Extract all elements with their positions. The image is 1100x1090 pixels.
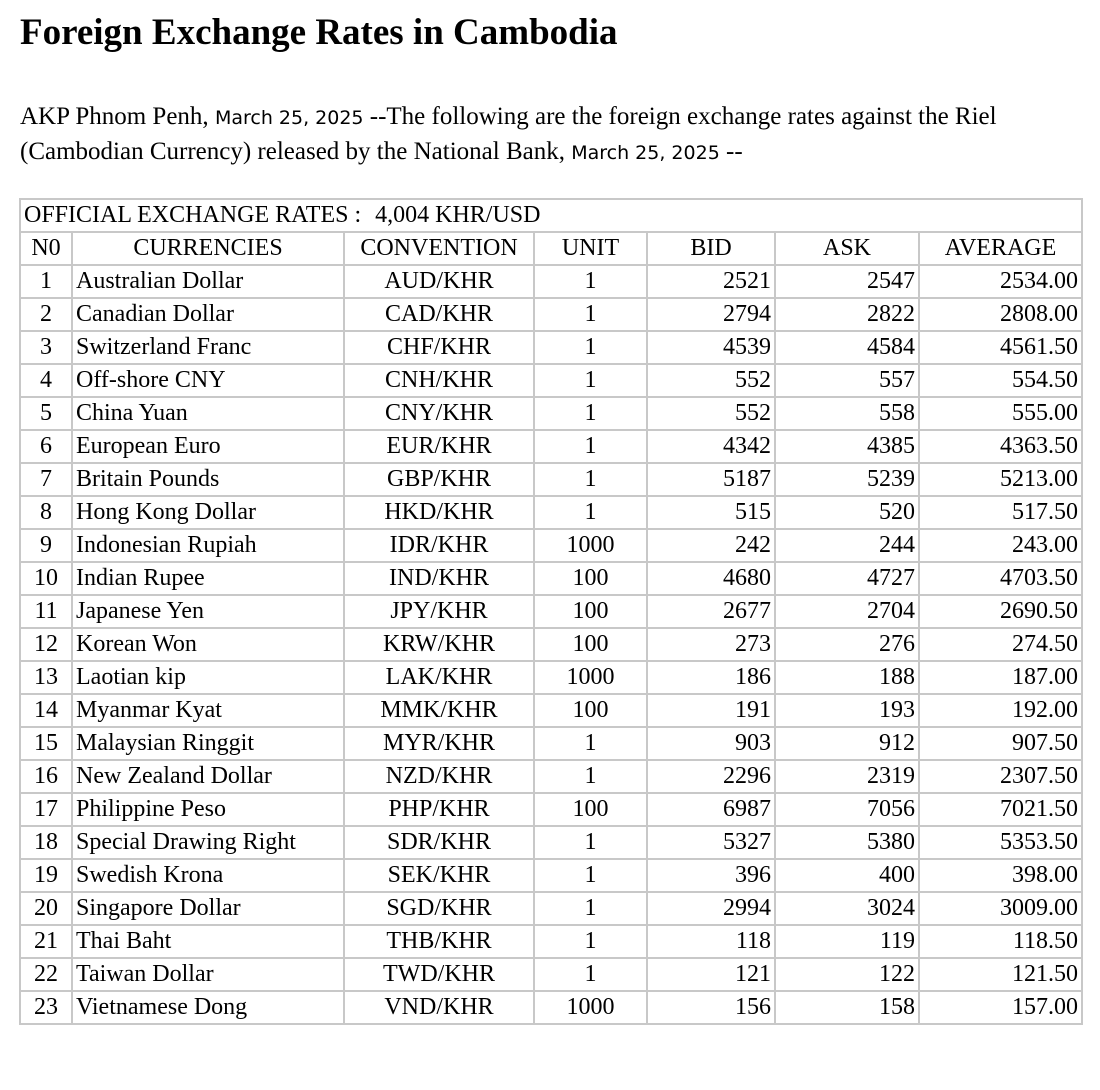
bid-rate: 186 <box>647 661 775 694</box>
currency-name: China Yuan <box>72 397 344 430</box>
bid-rate: 2794 <box>647 298 775 331</box>
bid-rate: 5327 <box>647 826 775 859</box>
average-rate: 4363.50 <box>919 430 1082 463</box>
average-rate: 3009.00 <box>919 892 1082 925</box>
ask-rate: 558 <box>775 397 919 430</box>
row-number: 5 <box>20 397 72 430</box>
currency-unit: 1 <box>534 727 647 760</box>
average-rate: 4561.50 <box>919 331 1082 364</box>
bid-rate: 552 <box>647 397 775 430</box>
currency-name: Laotian kip <box>72 661 344 694</box>
header-ask: ASK <box>775 232 919 265</box>
bid-rate: 2521 <box>647 265 775 298</box>
currency-unit: 1 <box>534 496 647 529</box>
currency-convention: CNY/KHR <box>344 397 534 430</box>
average-rate: 192.00 <box>919 694 1082 727</box>
ask-rate: 119 <box>775 925 919 958</box>
table-row <box>20 925 1082 958</box>
bid-rate: 515 <box>647 496 775 529</box>
table-row <box>20 892 1082 925</box>
average-rate: 2307.50 <box>919 760 1082 793</box>
intro-prefix: AKP Phnom Penh, <box>20 103 215 130</box>
currency-name: Singapore Dollar <box>72 892 344 925</box>
average-rate: 7021.50 <box>919 793 1082 826</box>
average-rate: 2690.50 <box>919 595 1082 628</box>
row-number: 17 <box>20 793 72 826</box>
ask-rate: 2319 <box>775 760 919 793</box>
ask-rate: 276 <box>775 628 919 661</box>
ask-rate: 2704 <box>775 595 919 628</box>
intro-suffix: -- <box>719 138 743 165</box>
ask-rate: 5380 <box>775 826 919 859</box>
table-row <box>20 793 1082 826</box>
average-rate: 118.50 <box>919 925 1082 958</box>
average-rate: 907.50 <box>919 727 1082 760</box>
average-rate: 121.50 <box>919 958 1082 991</box>
currency-convention: SDR/KHR <box>344 826 534 859</box>
currency-unit: 1 <box>534 859 647 892</box>
row-number: 14 <box>20 694 72 727</box>
currency-name: Indian Rupee <box>72 562 344 595</box>
header-row <box>20 232 1082 265</box>
official-rate-cell <box>20 199 1082 232</box>
bid-rate: 2677 <box>647 595 775 628</box>
row-number: 22 <box>20 958 72 991</box>
intro-date-2: March 25, 2025 <box>571 142 720 164</box>
ask-rate: 188 <box>775 661 919 694</box>
ask-rate: 3024 <box>775 892 919 925</box>
currency-name: European Euro <box>72 430 344 463</box>
ask-rate: 912 <box>775 727 919 760</box>
bid-rate: 2994 <box>647 892 775 925</box>
currency-name: Canadian Dollar <box>72 298 344 331</box>
table-row <box>20 859 1082 892</box>
rate-rows <box>20 265 1082 1024</box>
bid-rate: 903 <box>647 727 775 760</box>
row-number: 21 <box>20 925 72 958</box>
bid-rate: 121 <box>647 958 775 991</box>
currency-unit: 100 <box>534 562 647 595</box>
bid-rate: 4680 <box>647 562 775 595</box>
currency-unit: 1 <box>534 430 647 463</box>
table-row <box>20 727 1082 760</box>
intro-paragraph <box>20 100 1082 170</box>
currency-unit: 1 <box>534 331 647 364</box>
currency-name: Swedish Krona <box>72 859 344 892</box>
bid-rate: 273 <box>647 628 775 661</box>
average-rate: 157.00 <box>919 991 1082 1024</box>
currency-unit: 1 <box>534 892 647 925</box>
table-row <box>20 430 1082 463</box>
table-row <box>20 694 1082 727</box>
header-no: N0 <box>20 232 72 265</box>
ask-rate: 4385 <box>775 430 919 463</box>
currency-name: Myanmar Kyat <box>72 694 344 727</box>
ask-rate: 7056 <box>775 793 919 826</box>
ask-rate: 2822 <box>775 298 919 331</box>
average-rate: 4703.50 <box>919 562 1082 595</box>
table-row <box>20 595 1082 628</box>
currency-convention: JPY/KHR <box>344 595 534 628</box>
currency-name: Vietnamese Dong <box>72 991 344 1024</box>
currency-unit: 1 <box>534 826 647 859</box>
currency-convention: SEK/KHR <box>344 859 534 892</box>
table-row <box>20 397 1082 430</box>
intro-date: March 25, 2025 <box>214 107 364 129</box>
ask-rate: 520 <box>775 496 919 529</box>
currency-convention: TWD/KHR <box>344 958 534 991</box>
currency-convention: AUD/KHR <box>344 265 534 298</box>
currency-convention: GBP/KHR <box>344 463 534 496</box>
table-row <box>20 661 1082 694</box>
row-number: 9 <box>20 529 72 562</box>
row-number: 19 <box>20 859 72 892</box>
average-rate: 5213.00 <box>919 463 1082 496</box>
table-row <box>20 529 1082 562</box>
average-rate: 555.00 <box>919 397 1082 430</box>
bid-rate: 5187 <box>647 463 775 496</box>
bid-rate: 191 <box>647 694 775 727</box>
row-number: 8 <box>20 496 72 529</box>
bid-rate: 4539 <box>647 331 775 364</box>
currency-convention: CHF/KHR <box>344 331 534 364</box>
currency-unit: 1 <box>534 298 647 331</box>
table-row <box>20 958 1082 991</box>
ask-rate: 158 <box>775 991 919 1024</box>
currency-convention: MMK/KHR <box>344 694 534 727</box>
official-rate-row <box>20 199 1082 232</box>
table-row <box>20 265 1082 298</box>
currency-convention: IND/KHR <box>344 562 534 595</box>
currency-name: Korean Won <box>72 628 344 661</box>
currency-name: Thai Baht <box>72 925 344 958</box>
ask-rate: 4727 <box>775 562 919 595</box>
currency-unit: 1 <box>534 397 647 430</box>
currency-name: Hong Kong Dollar <box>72 496 344 529</box>
ask-rate: 244 <box>775 529 919 562</box>
currency-convention: KRW/KHR <box>344 628 534 661</box>
ask-rate: 400 <box>775 859 919 892</box>
row-number: 4 <box>20 364 72 397</box>
currency-name: Off-shore CNY <box>72 364 344 397</box>
row-number: 2 <box>20 298 72 331</box>
intro-middle: --The following are the foreign exchange rates against the Riel (Cambodian Currency) released by the National Bank, <box>20 103 997 165</box>
currency-convention: LAK/KHR <box>344 661 534 694</box>
ask-rate: 2547 <box>775 265 919 298</box>
currency-convention: HKD/KHR <box>344 496 534 529</box>
currency-convention: IDR/KHR <box>344 529 534 562</box>
ask-rate: 557 <box>775 364 919 397</box>
table-row <box>20 991 1082 1024</box>
currency-name: New Zealand Dollar <box>72 760 344 793</box>
currency-convention: THB/KHR <box>344 925 534 958</box>
currency-name: Japanese Yen <box>72 595 344 628</box>
currency-unit: 1 <box>534 265 647 298</box>
currency-unit: 1000 <box>534 661 647 694</box>
row-number: 3 <box>20 331 72 364</box>
currency-convention: NZD/KHR <box>344 760 534 793</box>
bid-rate: 118 <box>647 925 775 958</box>
currency-unit: 1 <box>534 463 647 496</box>
currency-name: Taiwan Dollar <box>72 958 344 991</box>
currency-unit: 1 <box>534 364 647 397</box>
ask-rate: 4584 <box>775 331 919 364</box>
currency-name: Switzerland Franc <box>72 331 344 364</box>
average-rate: 187.00 <box>919 661 1082 694</box>
currency-convention: CNH/KHR <box>344 364 534 397</box>
average-rate: 554.50 <box>919 364 1082 397</box>
average-rate: 243.00 <box>919 529 1082 562</box>
row-number: 1 <box>20 265 72 298</box>
table-row <box>20 463 1082 496</box>
page-title: Foreign Exchange Rates in Cambodia <box>20 12 618 53</box>
official-rate-label: OFFICIAL EXCHANGE RATES : <box>24 202 362 228</box>
row-number: 20 <box>20 892 72 925</box>
currency-unit: 100 <box>534 694 647 727</box>
row-number: 16 <box>20 760 72 793</box>
table-row <box>20 628 1082 661</box>
currency-convention: EUR/KHR <box>344 430 534 463</box>
official-rate-value: 4,004 KHR/USD <box>375 202 541 228</box>
currency-unit: 1 <box>534 958 647 991</box>
currency-unit: 100 <box>534 793 647 826</box>
exchange-rates-table <box>19 198 1083 1025</box>
table-row <box>20 826 1082 859</box>
bid-rate: 2296 <box>647 760 775 793</box>
average-rate: 274.50 <box>919 628 1082 661</box>
currency-convention: PHP/KHR <box>344 793 534 826</box>
row-number: 13 <box>20 661 72 694</box>
row-number: 15 <box>20 727 72 760</box>
table-row <box>20 562 1082 595</box>
currency-name: Britain Pounds <box>72 463 344 496</box>
table-row <box>20 760 1082 793</box>
header-unit: UNIT <box>534 232 647 265</box>
currency-convention: CAD/KHR <box>344 298 534 331</box>
row-number: 23 <box>20 991 72 1024</box>
currency-unit: 100 <box>534 628 647 661</box>
row-number: 6 <box>20 430 72 463</box>
header-average: AVERAGE <box>919 232 1082 265</box>
currency-unit: 1 <box>534 925 647 958</box>
row-number: 7 <box>20 463 72 496</box>
bid-rate: 552 <box>647 364 775 397</box>
average-rate: 398.00 <box>919 859 1082 892</box>
currency-convention: SGD/KHR <box>344 892 534 925</box>
row-number: 10 <box>20 562 72 595</box>
header-convention: CONVENTION <box>344 232 534 265</box>
average-rate: 2534.00 <box>919 265 1082 298</box>
currency-name: Special Drawing Right <box>72 826 344 859</box>
currency-name: Indonesian Rupiah <box>72 529 344 562</box>
table-row <box>20 298 1082 331</box>
table-row <box>20 331 1082 364</box>
currency-name: Australian Dollar <box>72 265 344 298</box>
row-number: 12 <box>20 628 72 661</box>
bid-rate: 6987 <box>647 793 775 826</box>
table-row <box>20 496 1082 529</box>
ask-rate: 122 <box>775 958 919 991</box>
average-rate: 517.50 <box>919 496 1082 529</box>
currency-convention: MYR/KHR <box>344 727 534 760</box>
ask-rate: 5239 <box>775 463 919 496</box>
bid-rate: 4342 <box>647 430 775 463</box>
currency-unit: 1000 <box>534 991 647 1024</box>
row-number: 11 <box>20 595 72 628</box>
row-number: 18 <box>20 826 72 859</box>
bid-rate: 156 <box>647 991 775 1024</box>
currency-name: Philippine Peso <box>72 793 344 826</box>
currency-convention: VND/KHR <box>344 991 534 1024</box>
table-row <box>20 364 1082 397</box>
average-rate: 2808.00 <box>919 298 1082 331</box>
ask-rate: 193 <box>775 694 919 727</box>
currency-unit: 1000 <box>534 529 647 562</box>
bid-rate: 396 <box>647 859 775 892</box>
currency-unit: 100 <box>534 595 647 628</box>
header-bid: BID <box>647 232 775 265</box>
currency-name: Malaysian Ringgit <box>72 727 344 760</box>
bid-rate: 242 <box>647 529 775 562</box>
average-rate: 5353.50 <box>919 826 1082 859</box>
header-currencies: CURRENCIES <box>72 232 344 265</box>
currency-unit: 1 <box>534 760 647 793</box>
